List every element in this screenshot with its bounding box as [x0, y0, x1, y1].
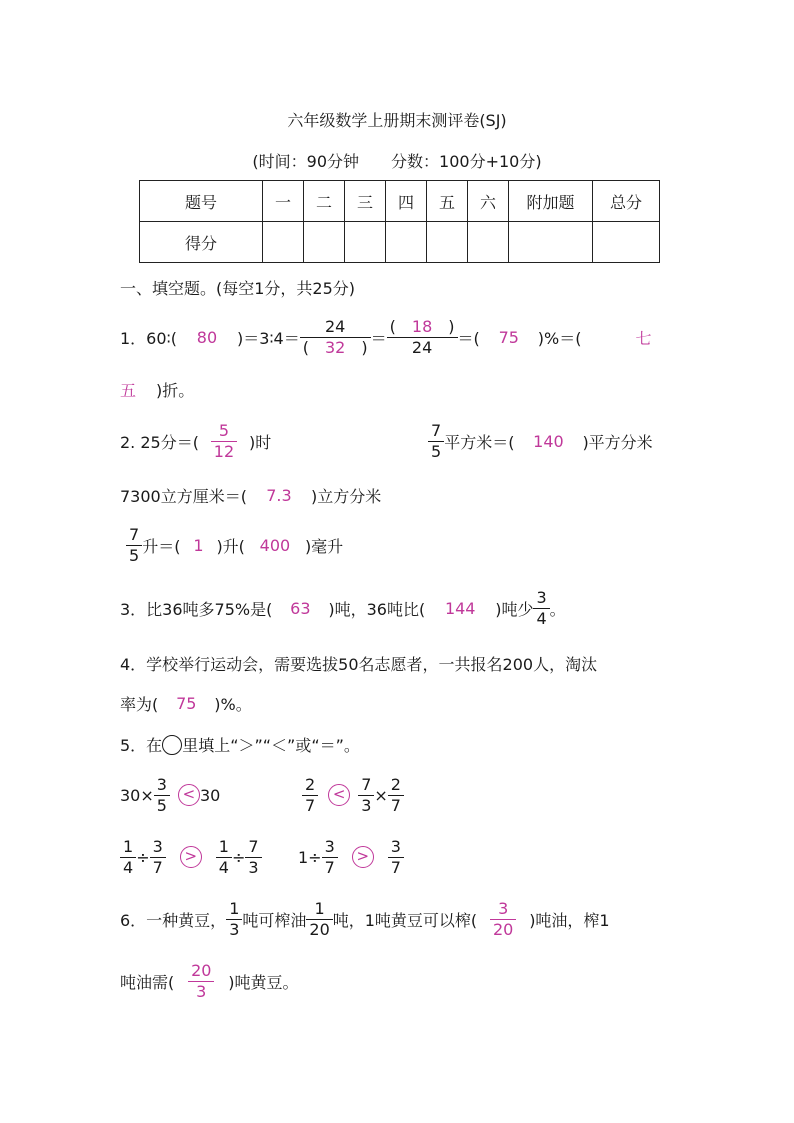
q5-text: 5．在	[120, 736, 163, 755]
question-2c	[120, 484, 381, 507]
fraction-denominator: 24	[411, 337, 433, 357]
table-cell: 五	[427, 181, 468, 222]
q5-answer-circle: >	[352, 846, 374, 868]
q1-fraction-2	[387, 317, 458, 358]
q1-answer-num: 18	[411, 316, 433, 336]
q3-answer-2: 144	[444, 598, 476, 618]
q2-fraction: $\frac{7}{5}$	[428, 421, 444, 462]
table-cell: 二	[304, 181, 345, 222]
q5-text: 30	[199, 785, 221, 805]
circle-icon	[162, 735, 182, 755]
fraction-numerator: ( 18 )	[387, 317, 458, 338]
fraction-numerator: 24	[300, 317, 371, 338]
q2-text: 7300立方厘米＝(	[120, 487, 247, 506]
q5-text: ÷	[136, 847, 150, 867]
q6-text: 6．一种黄豆，	[120, 910, 227, 930]
question-3	[120, 585, 566, 631]
q6-fraction: $\frac{1}{20}$	[306, 899, 332, 940]
score-input-cell[interactable]	[509, 222, 593, 263]
q6-text: 吨可榨油	[242, 910, 307, 930]
q5-fraction: $\frac{3}{7}$	[388, 837, 404, 878]
score-input-cell[interactable]	[263, 222, 304, 263]
q5-row-2b	[298, 834, 404, 880]
q3-text: 3．比36吨多75%是(	[120, 599, 273, 619]
q2-text: )立方分米	[310, 487, 382, 506]
q5-text: 里填上“＞”“＜”或“＝”。	[182, 736, 360, 755]
q2-text: 平方米＝(	[444, 432, 515, 452]
q1-text: )折。	[156, 381, 195, 400]
q1-answer-4b: 五	[120, 381, 137, 400]
section-heading: 一、填空题。(每空1分，共25分)	[120, 279, 356, 298]
q2-text: )平方分米	[582, 432, 653, 452]
score-table-score-row	[140, 222, 660, 263]
q2-answer-2: 140	[533, 431, 564, 451]
q5-text: ×	[374, 785, 388, 805]
table-cell: 总分	[593, 181, 660, 222]
q1-text: ＝	[370, 328, 387, 348]
question-1-cont	[120, 378, 194, 401]
q6-answer-fraction-1: $\frac{3}{20}$	[490, 899, 516, 940]
q1-answer-3: 75	[498, 327, 519, 347]
q5-answer-circle: >	[180, 846, 202, 868]
q5-fraction: $\frac{1}{4}$	[120, 837, 136, 878]
q2-answer-fraction: $\frac{5}{12}$	[211, 421, 237, 462]
q5-fraction: $\frac{3}{7}$	[322, 837, 338, 878]
table-cell: 四	[386, 181, 427, 222]
score-input-cell[interactable]	[386, 222, 427, 263]
q2-text: )时	[248, 432, 272, 452]
q5-fraction: $\frac{3}{5}$	[154, 775, 170, 816]
question-5	[120, 733, 360, 756]
q1-answer-den: 32	[325, 337, 346, 357]
score-input-cell[interactable]	[345, 222, 386, 263]
q5-fraction: $\frac{7}{3}$	[358, 775, 374, 816]
q5-fraction: $\frac{2}{7}$	[302, 775, 318, 816]
score-input-cell[interactable]	[593, 222, 660, 263]
q5-row-1a	[120, 772, 220, 818]
q5-answer-circle: <	[178, 784, 200, 806]
q5-text: ÷	[231, 847, 246, 867]
q5-fraction: $\frac{1}{4}$	[216, 837, 232, 878]
q5-row-1b	[302, 772, 404, 818]
exam-info: (时间：90分钟 分数：100分+10分)	[252, 152, 542, 171]
table-cell: 三	[345, 181, 386, 222]
score-input-cell[interactable]	[427, 222, 468, 263]
q6-text: )吨油，榨1	[529, 910, 610, 930]
q1-text: ＝(	[457, 328, 480, 348]
q2-answer-3: 7.3	[266, 486, 292, 505]
q5-fraction: $\frac{7}{3}$	[245, 837, 261, 878]
question-4-cont	[120, 692, 252, 715]
q2-answer-5: 400	[259, 535, 291, 555]
q3-answer-1: 63	[290, 598, 311, 618]
q2-text: 升＝(	[142, 536, 181, 556]
q4-answer: 75	[176, 694, 197, 713]
q1-text: )%＝(	[537, 328, 582, 348]
q3-text: )吨少	[495, 599, 534, 619]
q5-row-2a	[120, 834, 262, 880]
q2-text: 2. 25分＝(	[120, 432, 199, 452]
q6-fraction: $\frac{1}{3}$	[226, 899, 242, 940]
question-1	[120, 314, 651, 360]
q5-answer-circle: <	[328, 784, 350, 806]
q4-text: )%。	[214, 695, 252, 714]
q4-text: 率为(	[120, 695, 159, 714]
q3-fraction: $\frac{3}{4}$	[533, 588, 549, 629]
q6-text: )吨黄豆。	[228, 972, 299, 992]
question-4: 4．学校举行运动会，需要选拔50名志愿者，一共报名200人，淘汰	[120, 655, 598, 674]
q2-text: )升(	[216, 536, 245, 556]
question-6	[120, 896, 610, 942]
q2-text: )毫升	[304, 536, 344, 556]
q6-text: 吨油需(	[120, 972, 175, 992]
score-input-cell[interactable]	[304, 222, 345, 263]
q5-text: 30×	[120, 785, 154, 805]
question-2b	[428, 418, 653, 464]
q2-answer-4: 1	[193, 535, 204, 555]
table-cell: 得分	[140, 222, 263, 263]
q1-fraction-1	[300, 317, 371, 358]
score-table-header-row	[140, 181, 660, 222]
score-table	[139, 180, 660, 263]
question-2a	[120, 418, 271, 464]
table-cell: 六	[468, 181, 509, 222]
q1-answer-1: 80	[196, 327, 218, 347]
q5-fraction: $\frac{3}{7}$	[150, 837, 166, 878]
q6-text: 吨，1吨黄豆可以榨(	[332, 910, 478, 930]
q1-text: 1．60∶(	[120, 328, 177, 348]
q3-text: )吨，36吨比(	[328, 599, 426, 619]
q3-text: 。	[549, 599, 566, 619]
score-input-cell[interactable]	[468, 222, 509, 263]
table-cell: 附加题	[509, 181, 593, 222]
table-cell: 一	[263, 181, 304, 222]
question-2d	[126, 522, 343, 568]
q1-answer-4a: 七	[635, 328, 652, 348]
q6-answer-fraction-2: $\frac{20}{3}$	[188, 961, 214, 1002]
page-title: 六年级数学上册期末测评卷(SJ)	[287, 111, 507, 130]
table-cell: 题号	[140, 181, 263, 222]
fraction-denominator: ( 32 )	[302, 337, 368, 357]
question-6-cont	[120, 958, 299, 1004]
q2-fraction: $\frac{7}{5}$	[126, 525, 142, 566]
q5-text: 1÷	[298, 847, 322, 867]
q5-fraction: $\frac{2}{7}$	[388, 775, 404, 816]
q1-text: )＝3∶4＝	[236, 328, 300, 348]
